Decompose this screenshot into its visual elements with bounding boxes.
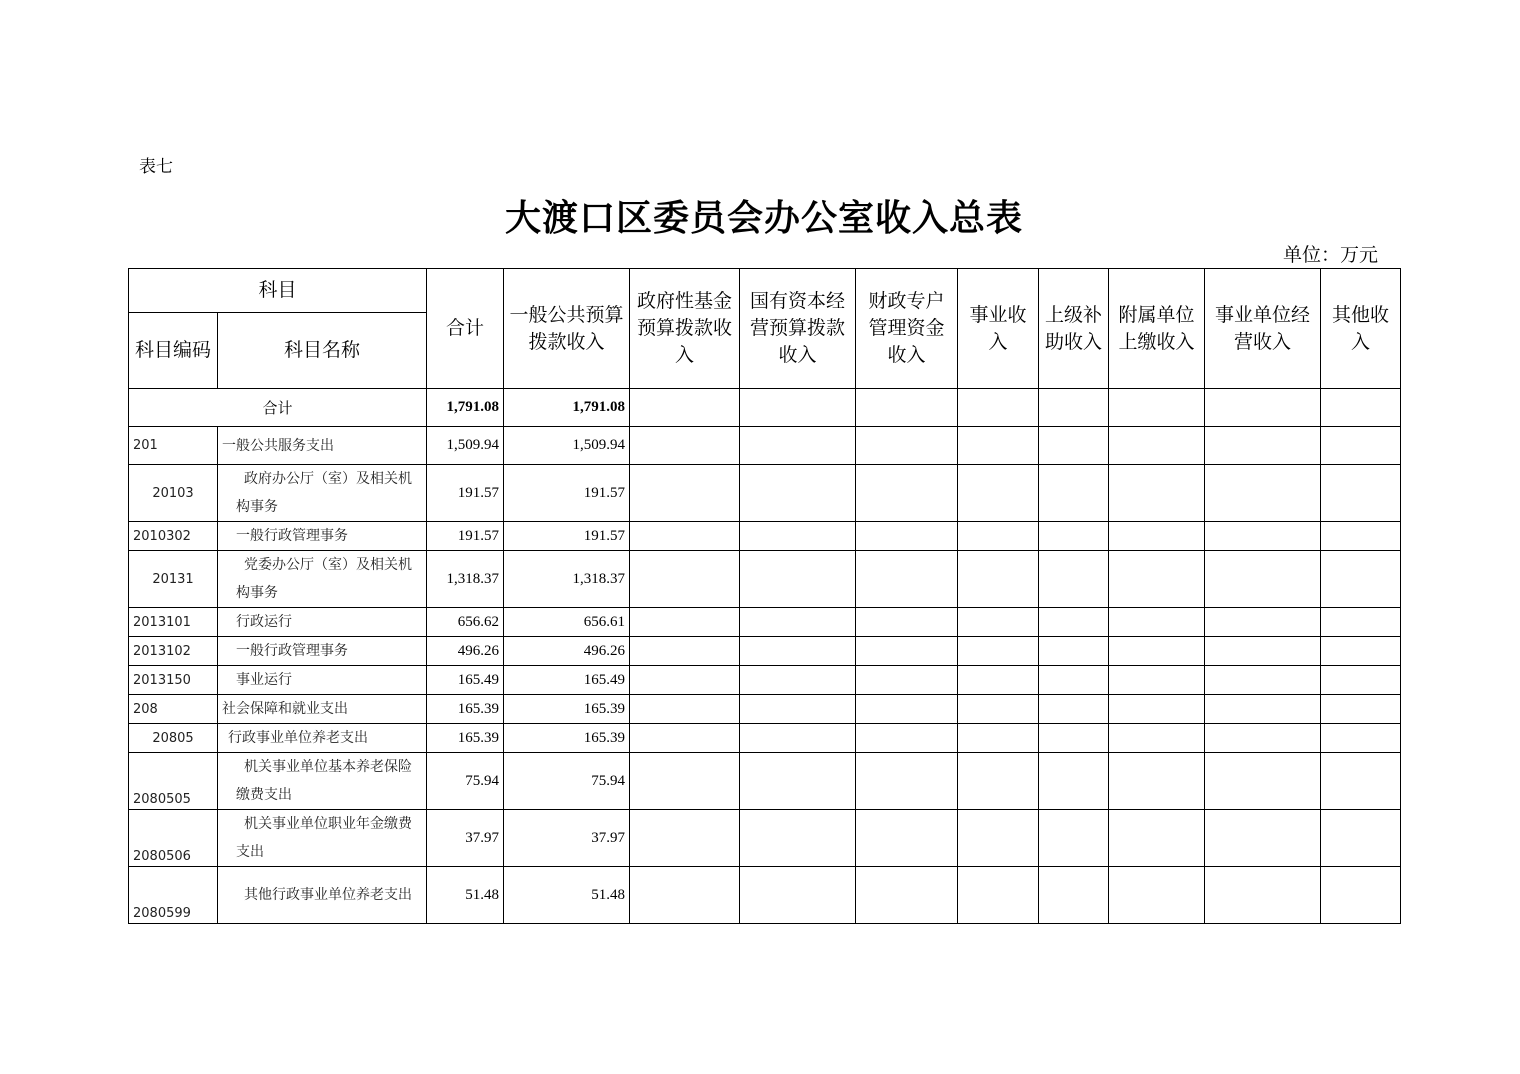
row-total: 165.39 — [427, 695, 504, 724]
empty-cell — [740, 810, 856, 867]
row-general-budget: 1,318.37 — [504, 551, 630, 608]
page-title: 大渡口区委员会办公室收入总表 — [504, 197, 1023, 239]
empty-cell — [958, 666, 1039, 695]
empty-cell — [630, 724, 740, 753]
header-general-budget: 一般公共预算拨款收入 — [504, 269, 630, 389]
header-state-capital: 国有资本经营预算拨款收入 — [740, 269, 856, 389]
empty-cell — [630, 810, 740, 867]
empty-cell — [1205, 695, 1321, 724]
header-superior-subsidy: 上级补助收入 — [1039, 269, 1109, 389]
row-name: 其他行政事业单位养老支出 — [218, 867, 427, 924]
empty-cell — [1321, 695, 1401, 724]
row-code: 2013102 — [129, 637, 218, 666]
empty-cell — [1039, 724, 1109, 753]
row-code: 20805 — [129, 724, 218, 753]
empty-cell — [1109, 724, 1205, 753]
row-general-budget: 191.57 — [504, 465, 630, 522]
empty-cell — [856, 753, 958, 810]
total-row — [129, 389, 1401, 427]
empty-cell — [1109, 753, 1205, 810]
header-affiliated-income: 附属单位上缴收入 — [1109, 269, 1205, 389]
empty-cell — [1205, 724, 1321, 753]
row-code: 2080599 — [129, 867, 218, 924]
empty-cell — [630, 753, 740, 810]
header-subject-group: 科目 — [129, 269, 427, 313]
empty-cell — [1205, 666, 1321, 695]
row-total: 656.62 — [427, 608, 504, 637]
empty-cell — [1205, 427, 1321, 465]
row-code: 20103 — [129, 465, 218, 522]
total-row-label: 合计 — [129, 389, 427, 427]
table-row — [129, 724, 1401, 753]
empty-cell — [856, 666, 958, 695]
empty-cell — [856, 522, 958, 551]
empty-cell — [1109, 389, 1205, 427]
table-row — [129, 867, 1401, 924]
empty-cell — [1109, 465, 1205, 522]
row-name: 机关事业单位职业年金缴费支出 — [218, 810, 427, 867]
empty-cell — [958, 389, 1039, 427]
total-row-general-budget: 1,791.08 — [504, 389, 630, 427]
empty-cell — [1321, 724, 1401, 753]
empty-cell — [958, 695, 1039, 724]
empty-cell — [856, 810, 958, 867]
table-row — [129, 666, 1401, 695]
row-general-budget: 51.48 — [504, 867, 630, 924]
table-row — [129, 637, 1401, 666]
row-total: 165.49 — [427, 666, 504, 695]
empty-cell — [1321, 637, 1401, 666]
row-general-budget: 191.57 — [504, 522, 630, 551]
empty-cell — [1205, 465, 1321, 522]
row-general-budget: 37.97 — [504, 810, 630, 867]
row-total: 165.39 — [427, 724, 504, 753]
table-row — [129, 753, 1401, 810]
empty-cell — [856, 724, 958, 753]
empty-cell — [1039, 695, 1109, 724]
row-name: 事业运行 — [218, 666, 427, 695]
empty-cell — [630, 695, 740, 724]
empty-cell — [1321, 522, 1401, 551]
empty-cell — [958, 637, 1039, 666]
table-row — [129, 810, 1401, 867]
empty-cell — [856, 867, 958, 924]
row-name: 行政运行 — [218, 608, 427, 637]
empty-cell — [1321, 810, 1401, 867]
row-total: 191.57 — [427, 465, 504, 522]
table-row — [129, 695, 1401, 724]
header-special-account: 财政专户管理资金收入 — [856, 269, 958, 389]
table-row — [129, 427, 1401, 465]
unit-label: 单位：万元 — [1283, 244, 1379, 266]
empty-cell — [630, 427, 740, 465]
row-total: 1,318.37 — [427, 551, 504, 608]
empty-cell — [958, 522, 1039, 551]
row-code: 201 — [129, 427, 218, 465]
row-general-budget: 165.39 — [504, 724, 630, 753]
empty-cell — [630, 551, 740, 608]
empty-cell — [1039, 389, 1109, 427]
empty-cell — [1039, 867, 1109, 924]
empty-cell — [958, 867, 1039, 924]
row-code: 208 — [129, 695, 218, 724]
table-row — [129, 465, 1401, 522]
empty-cell — [740, 551, 856, 608]
empty-cell — [1321, 753, 1401, 810]
empty-cell — [1109, 695, 1205, 724]
row-total: 496.26 — [427, 637, 504, 666]
empty-cell — [1039, 465, 1109, 522]
empty-cell — [958, 608, 1039, 637]
empty-cell — [856, 608, 958, 637]
row-total: 191.57 — [427, 522, 504, 551]
empty-cell — [630, 637, 740, 666]
row-general-budget: 656.61 — [504, 608, 630, 637]
empty-cell — [856, 465, 958, 522]
empty-cell — [1109, 551, 1205, 608]
empty-cell — [1321, 427, 1401, 465]
row-code: 20131 — [129, 551, 218, 608]
empty-cell — [1039, 427, 1109, 465]
empty-cell — [1321, 608, 1401, 637]
empty-cell — [958, 810, 1039, 867]
empty-cell — [740, 389, 856, 427]
row-total: 1,509.94 — [427, 427, 504, 465]
row-total: 37.97 — [427, 810, 504, 867]
empty-cell — [1321, 389, 1401, 427]
empty-cell — [856, 427, 958, 465]
empty-cell — [1109, 608, 1205, 637]
empty-cell — [1205, 637, 1321, 666]
row-name: 一般行政管理事务 — [218, 637, 427, 666]
empty-cell — [1039, 810, 1109, 867]
row-code: 2080506 — [129, 810, 218, 867]
row-code: 2013101 — [129, 608, 218, 637]
row-code: 2080505 — [129, 753, 218, 810]
row-total: 51.48 — [427, 867, 504, 924]
empty-cell — [740, 522, 856, 551]
empty-cell — [1205, 608, 1321, 637]
empty-cell — [740, 608, 856, 637]
row-general-budget: 75.94 — [504, 753, 630, 810]
empty-cell — [740, 666, 856, 695]
empty-cell — [1109, 810, 1205, 867]
table-row — [129, 608, 1401, 637]
empty-cell — [1039, 608, 1109, 637]
empty-cell — [958, 427, 1039, 465]
empty-cell — [630, 666, 740, 695]
empty-cell — [740, 427, 856, 465]
row-general-budget: 496.26 — [504, 637, 630, 666]
row-name: 政府办公厅（室）及相关机构事务 — [218, 465, 427, 522]
row-name: 一般公共服务支出 — [218, 427, 427, 465]
empty-cell — [856, 637, 958, 666]
empty-cell — [1109, 522, 1205, 551]
empty-cell — [1109, 666, 1205, 695]
header-other-income: 其他收入 — [1321, 269, 1401, 389]
empty-cell — [958, 465, 1039, 522]
empty-cell — [740, 465, 856, 522]
empty-cell — [630, 465, 740, 522]
table-number-label: 表七 — [139, 157, 173, 177]
table-row — [129, 551, 1401, 608]
header-gov-fund: 政府性基金预算拨款收入 — [630, 269, 740, 389]
header-business-income: 事业收入 — [958, 269, 1039, 389]
row-name: 机关事业单位基本养老保险缴费支出 — [218, 753, 427, 810]
empty-cell — [1321, 666, 1401, 695]
empty-cell — [740, 867, 856, 924]
empty-cell — [1109, 867, 1205, 924]
empty-cell — [740, 695, 856, 724]
empty-cell — [1109, 637, 1205, 666]
header-name: 科目名称 — [218, 313, 427, 389]
empty-cell — [1321, 551, 1401, 608]
empty-cell — [958, 753, 1039, 810]
empty-cell — [1321, 465, 1401, 522]
empty-cell — [1205, 810, 1321, 867]
table-row — [129, 522, 1401, 551]
empty-cell — [1205, 389, 1321, 427]
row-general-budget: 165.49 — [504, 666, 630, 695]
empty-cell — [1039, 753, 1109, 810]
empty-cell — [630, 608, 740, 637]
empty-cell — [856, 695, 958, 724]
header-total: 合计 — [427, 269, 504, 389]
header-code: 科目编码 — [129, 313, 218, 389]
empty-cell — [740, 637, 856, 666]
empty-cell — [1321, 867, 1401, 924]
income-summary-table — [128, 268, 1401, 924]
empty-cell — [1205, 551, 1321, 608]
empty-cell — [630, 867, 740, 924]
empty-cell — [1109, 427, 1205, 465]
empty-cell — [856, 551, 958, 608]
empty-cell — [958, 724, 1039, 753]
row-name: 党委办公厅（室）及相关机构事务 — [218, 551, 427, 608]
empty-cell — [1039, 637, 1109, 666]
empty-cell — [740, 753, 856, 810]
empty-cell — [1039, 666, 1109, 695]
empty-cell — [1205, 867, 1321, 924]
total-row-total: 1,791.08 — [427, 389, 504, 427]
empty-cell — [630, 389, 740, 427]
row-code: 2010302 — [129, 522, 218, 551]
empty-cell — [630, 522, 740, 551]
empty-cell — [1039, 551, 1109, 608]
empty-cell — [1205, 522, 1321, 551]
empty-cell — [856, 389, 958, 427]
row-general-budget: 1,509.94 — [504, 427, 630, 465]
row-name: 行政事业单位养老支出 — [218, 724, 427, 753]
empty-cell — [740, 724, 856, 753]
row-name: 一般行政管理事务 — [218, 522, 427, 551]
row-code: 2013150 — [129, 666, 218, 695]
empty-cell — [958, 551, 1039, 608]
row-total: 75.94 — [427, 753, 504, 810]
row-name: 社会保障和就业支出 — [218, 695, 427, 724]
empty-cell — [1205, 753, 1321, 810]
row-general-budget: 165.39 — [504, 695, 630, 724]
header-operating-income: 事业单位经营收入 — [1205, 269, 1321, 389]
empty-cell — [1039, 522, 1109, 551]
